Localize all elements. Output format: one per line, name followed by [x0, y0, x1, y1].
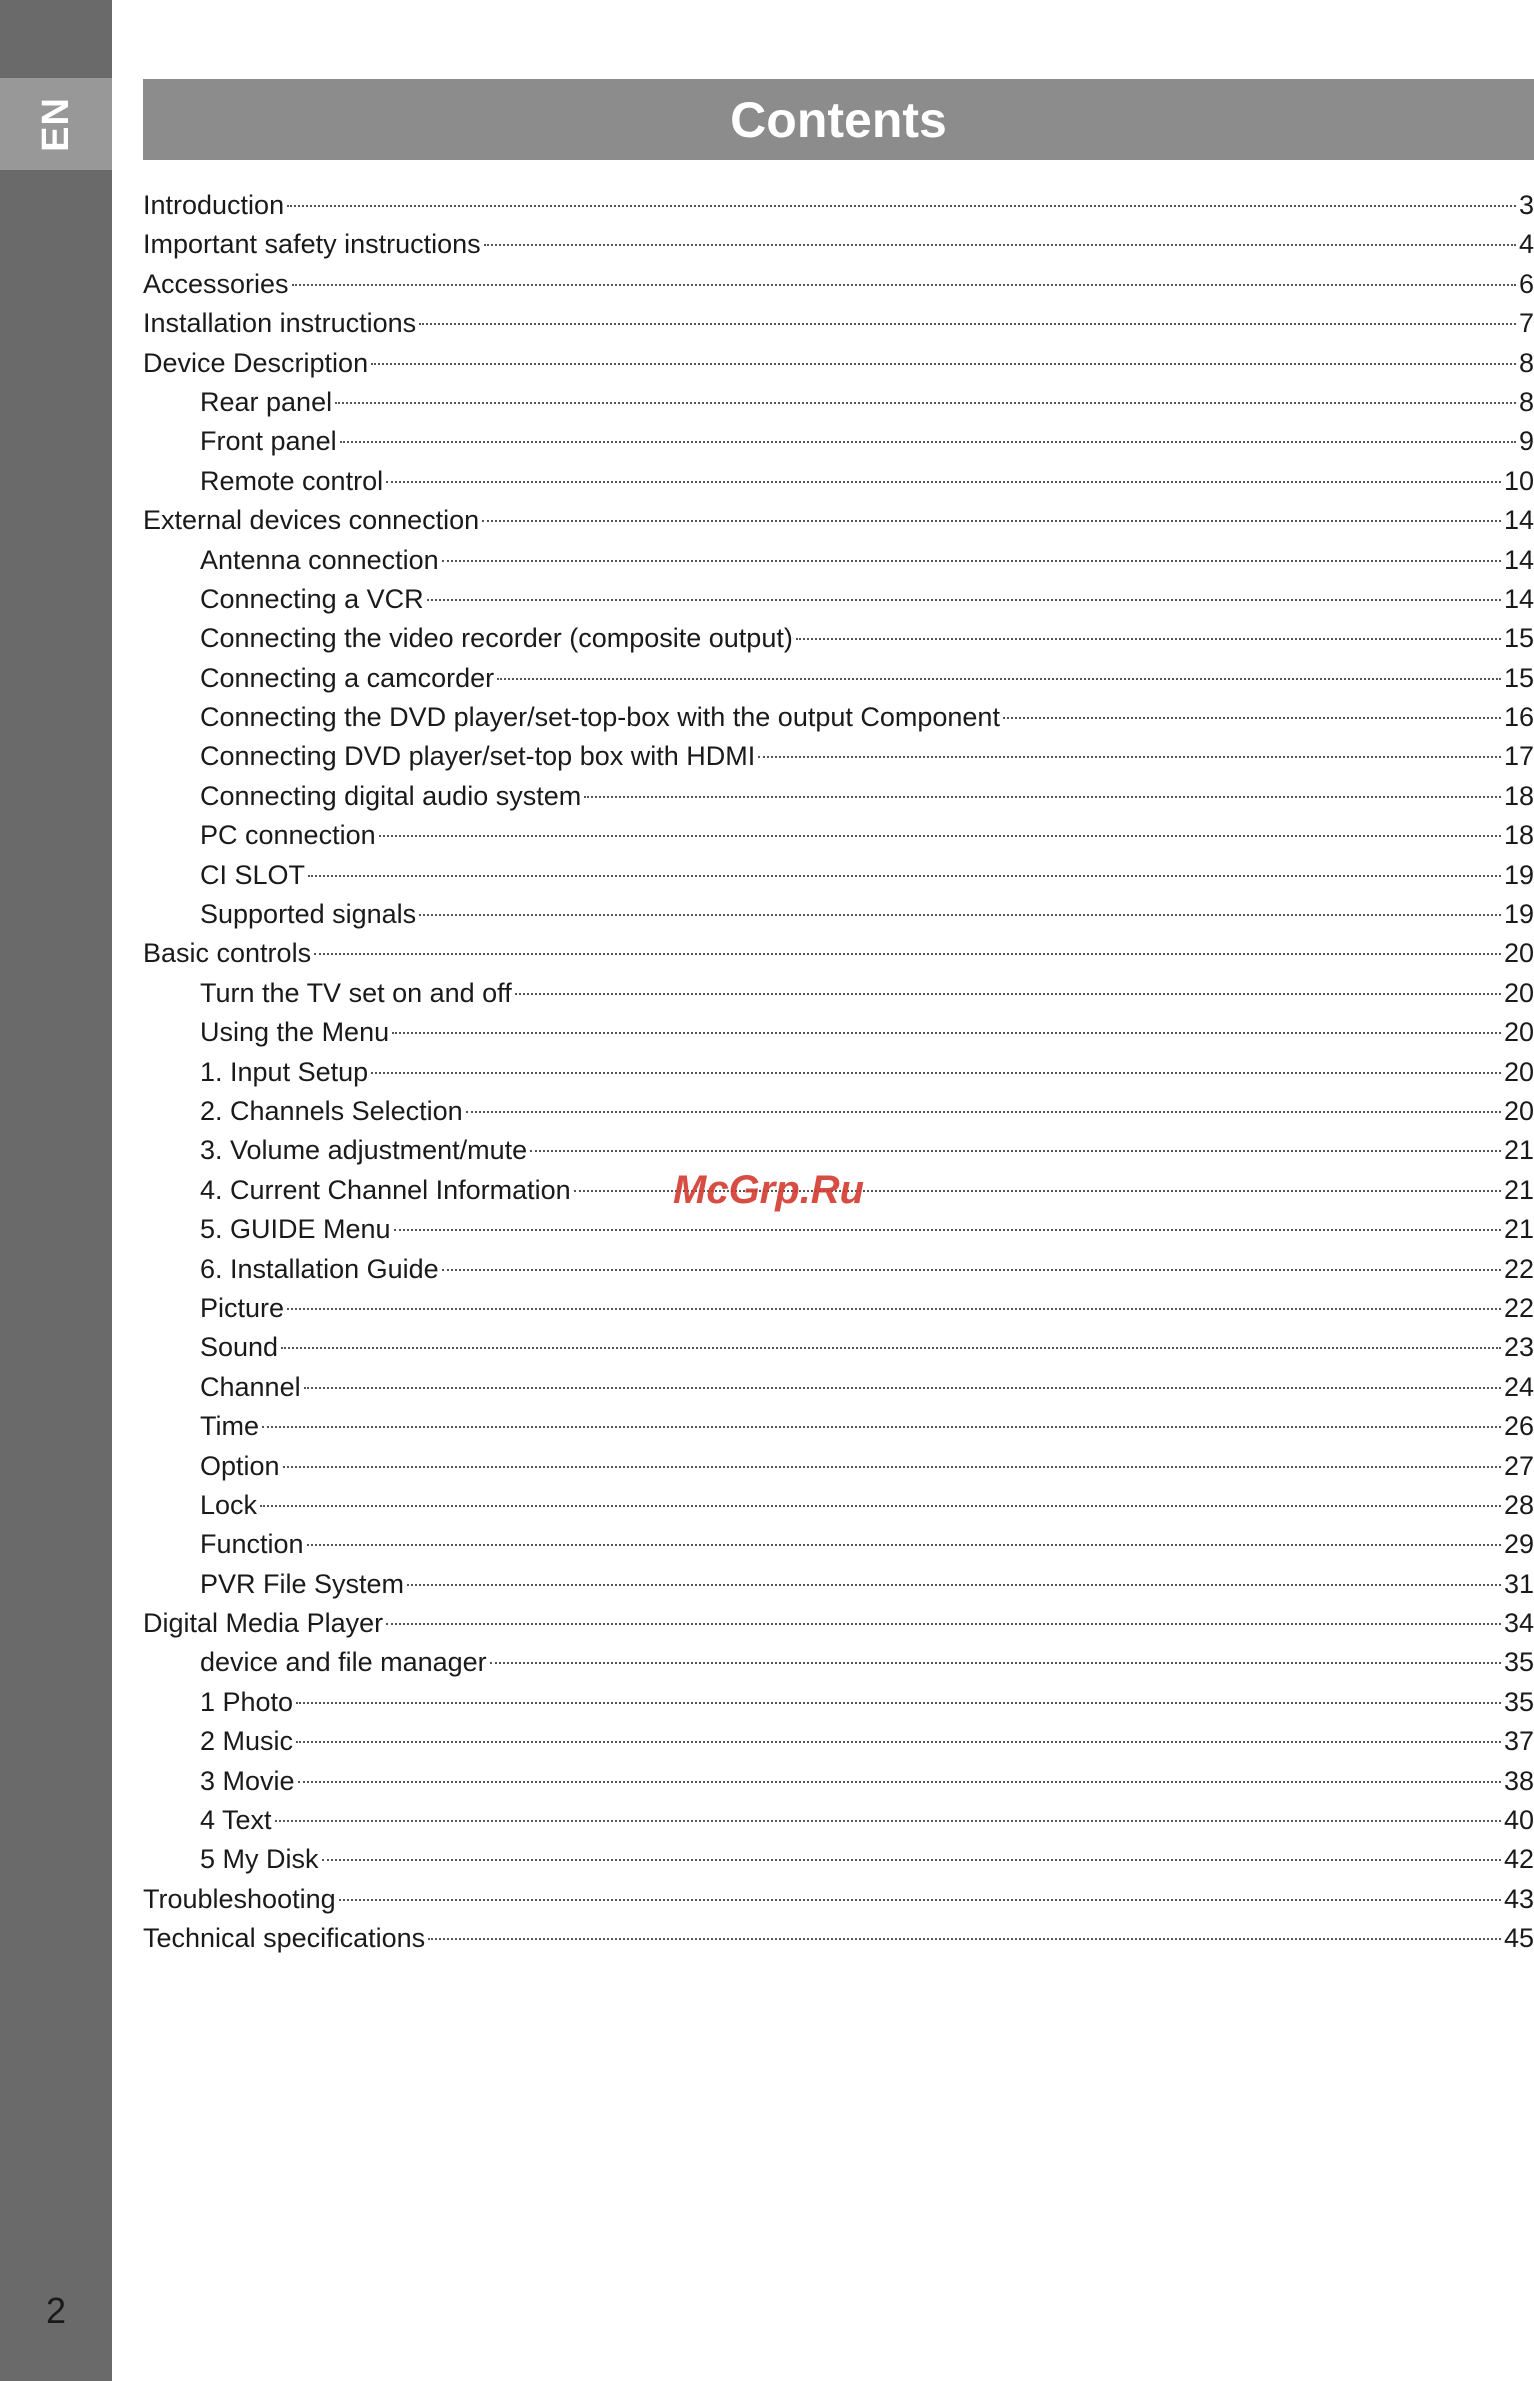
toc-entry[interactable]: [143, 1880, 1534, 1919]
toc-entry[interactable]: [143, 304, 1534, 343]
toc-entry-page: 31: [1503, 1568, 1534, 1599]
toc-subentry[interactable]: [143, 698, 1534, 737]
toc-entry-title: Technical specifications: [143, 1923, 426, 1954]
dot-leader: [386, 1623, 1501, 1625]
toc-entry-page: 24: [1503, 1371, 1534, 1402]
toc-subentry[interactable]: [143, 1447, 1534, 1486]
toc-subentry[interactable]: [143, 895, 1534, 934]
toc-entry-title: Front panel: [200, 426, 337, 457]
toc-subentry[interactable]: [143, 974, 1534, 1013]
toc-subentry[interactable]: [143, 1722, 1534, 1761]
toc-subentry[interactable]: [143, 1013, 1534, 1052]
dot-leader: [419, 914, 1501, 916]
toc-entry-title: Remote control: [200, 465, 384, 496]
toc-entry-title: Connecting digital audio system: [200, 780, 582, 811]
toc-entry-page: 23: [1503, 1332, 1534, 1363]
toc-entry-page: 27: [1503, 1450, 1534, 1481]
table-of-contents: [143, 186, 1534, 1959]
toc-entry-page: 17: [1503, 741, 1534, 772]
dot-leader: [515, 993, 1501, 995]
dot-leader: [392, 1032, 1501, 1034]
dot-leader: [484, 244, 1516, 246]
toc-entry-page: 18: [1503, 820, 1534, 851]
dot-leader: [796, 638, 1501, 640]
dot-leader: [490, 1662, 1501, 1664]
toc-subentry[interactable]: [143, 1092, 1534, 1131]
toc-entry-title: Option: [200, 1450, 280, 1481]
toc-entry-title: Picture: [200, 1292, 285, 1323]
toc-entry-page: 6: [1518, 268, 1534, 299]
toc-entry-page: 20: [1503, 977, 1534, 1008]
toc-entry-page: 14: [1503, 505, 1534, 536]
dot-leader: [335, 402, 1516, 404]
toc-subentry[interactable]: [143, 1210, 1534, 1249]
toc-entry-page: 22: [1503, 1253, 1534, 1284]
toc-entry-page: 29: [1503, 1529, 1534, 1560]
dot-leader: [307, 1544, 1501, 1546]
toc-subentry[interactable]: [143, 1840, 1534, 1879]
dot-leader: [371, 363, 1516, 365]
page-title: Contents: [730, 91, 947, 148]
dot-leader: [482, 520, 1501, 522]
toc-entry-title: Basic controls: [143, 938, 312, 969]
toc-subentry[interactable]: [143, 422, 1534, 461]
toc-entry[interactable]: [143, 1919, 1534, 1958]
toc-entry[interactable]: [143, 501, 1534, 540]
toc-entry-title: Important safety instructions: [143, 229, 481, 260]
toc-entry-title: 5 My Disk: [200, 1844, 319, 1875]
toc-entry-page: 16: [1503, 702, 1534, 733]
toc-entry-page: 40: [1503, 1805, 1534, 1836]
toc-entry-title: Connecting a VCR: [200, 583, 424, 614]
toc-entry-title: Channel: [200, 1371, 301, 1402]
toc-entry-page: 14: [1503, 544, 1534, 575]
dot-leader: [419, 323, 1516, 325]
toc-entry-page: 4: [1518, 229, 1534, 260]
toc-subentry[interactable]: [143, 856, 1534, 895]
toc-entry-page: 15: [1503, 623, 1534, 654]
toc-entry-title: device and file manager: [200, 1647, 487, 1678]
toc-subentry[interactable]: [143, 1407, 1534, 1446]
toc-subentry[interactable]: [143, 777, 1534, 816]
page-number: 2: [45, 2290, 67, 2331]
toc-entry-page: 19: [1503, 859, 1534, 890]
toc-entry-page: 7: [1518, 308, 1534, 339]
toc-entry-page: 42: [1503, 1844, 1534, 1875]
dot-leader: [287, 205, 1516, 207]
toc-subentry[interactable]: [143, 1683, 1534, 1722]
toc-entry-page: 10: [1503, 465, 1534, 496]
toc-subentry[interactable]: [143, 541, 1534, 580]
toc-subentry[interactable]: [143, 1053, 1534, 1092]
dot-leader: [281, 1347, 1501, 1349]
toc-entry-title: 1 Photo: [200, 1686, 294, 1717]
toc-subentry[interactable]: [143, 1368, 1534, 1407]
dot-leader: [283, 1466, 1501, 1468]
toc-entry-page: 45: [1503, 1923, 1534, 1954]
toc-entry[interactable]: [143, 344, 1534, 383]
dot-leader: [314, 953, 1501, 955]
toc-entry-page: 21: [1503, 1174, 1534, 1205]
dot-leader: [298, 1781, 1501, 1783]
dot-leader: [308, 875, 1501, 877]
dot-leader: [442, 1269, 1501, 1271]
toc-entry-title: PVR File System: [200, 1568, 405, 1599]
dot-leader: [339, 1899, 1501, 1901]
dot-leader: [262, 1426, 1501, 1428]
toc-subentry[interactable]: [143, 1643, 1534, 1682]
toc-entry-page: 20: [1503, 1095, 1534, 1126]
toc-entry-title: Rear panel: [200, 386, 333, 417]
dot-leader: [371, 1072, 1501, 1074]
toc-entry[interactable]: [143, 934, 1534, 973]
toc-entry-page: 19: [1503, 899, 1534, 930]
dot-leader: [322, 1859, 1501, 1861]
toc-entry[interactable]: [143, 186, 1534, 225]
toc-entry-title: 5. GUIDE Menu: [200, 1214, 391, 1245]
toc-entry-title: 3 Movie: [200, 1765, 295, 1796]
dot-leader: [530, 1150, 1501, 1152]
toc-entry-page: 8: [1518, 386, 1534, 417]
toc-entry-title: 4 Text: [200, 1805, 272, 1836]
toc-entry-title: External devices connection: [143, 505, 480, 536]
toc-entry-title: Antenna connection: [200, 544, 439, 575]
dot-leader: [304, 1387, 1501, 1389]
dot-leader: [427, 599, 1501, 601]
dot-leader: [275, 1820, 1501, 1822]
toc-entry-page: 37: [1503, 1726, 1534, 1757]
sidebar: [0, 0, 112, 2381]
dot-leader: [394, 1229, 1501, 1231]
toc-subentry[interactable]: [143, 1250, 1534, 1289]
toc-subentry[interactable]: [143, 1565, 1534, 1604]
toc-entry-title: Connecting the DVD player/set-top-box with the output Component: [200, 702, 1000, 733]
toc-entry-page: 20: [1503, 1056, 1534, 1087]
toc-subentry[interactable]: [143, 1328, 1534, 1367]
toc-subentry[interactable]: [143, 1525, 1534, 1564]
toc-entry-title: Sound: [200, 1332, 279, 1363]
language-tab: [0, 78, 112, 170]
toc-entry-page: 20: [1503, 1017, 1534, 1048]
toc-entry-title: Accessories: [143, 268, 289, 299]
dot-leader: [296, 1702, 1501, 1704]
dot-leader: [292, 284, 1516, 286]
toc-entry[interactable]: [143, 225, 1534, 264]
toc-entry-title: CI SLOT: [200, 859, 306, 890]
toc-entry-title: PC connection: [200, 820, 376, 851]
toc-subentry[interactable]: [143, 816, 1534, 855]
toc-entry-page: 43: [1503, 1883, 1534, 1914]
toc-entry-title: Time: [200, 1411, 259, 1442]
toc-entry-page: 3: [1518, 190, 1534, 220]
toc-entry-title: Introduction: [143, 190, 285, 220]
toc-subentry[interactable]: [143, 619, 1534, 658]
toc-entry-page: 15: [1503, 662, 1534, 693]
dot-leader: [296, 1741, 1501, 1743]
dot-leader: [758, 756, 1501, 758]
toc-subentry[interactable]: [143, 1131, 1534, 1170]
dot-leader: [1003, 717, 1501, 719]
toc-entry-title: Digital Media Player: [143, 1608, 384, 1639]
dot-leader: [497, 678, 1501, 680]
toc-entry-page: 38: [1503, 1765, 1534, 1796]
toc-subentry[interactable]: [143, 659, 1534, 698]
toc-entry-page: 34: [1503, 1608, 1534, 1639]
dot-leader: [442, 560, 1501, 562]
toc-entry-title: 6. Installation Guide: [200, 1253, 439, 1284]
toc-entry-page: 28: [1503, 1489, 1534, 1520]
dot-leader: [287, 1308, 1501, 1310]
toc-entry-title: Using the Menu: [200, 1017, 390, 1048]
watermark: McGrp.Ru: [673, 1168, 865, 1212]
toc-entry[interactable]: [143, 1604, 1534, 1643]
toc-subentry[interactable]: [143, 1289, 1534, 1328]
dot-leader: [386, 481, 1501, 483]
toc-entry-title: 1. Input Setup: [200, 1056, 369, 1087]
dot-leader: [466, 1111, 1501, 1113]
toc-entry-page: 26: [1503, 1411, 1534, 1442]
toc-entry-title: Turn the TV set on and off: [200, 977, 512, 1008]
dot-leader: [584, 796, 1501, 798]
toc-entry-title: Device Description: [143, 347, 369, 378]
toc-entry-title: Connecting the video recorder (composite output): [200, 623, 793, 654]
toc-entry-page: 35: [1503, 1647, 1534, 1678]
toc-entry-title: 3. Volume adjustment/mute: [200, 1135, 528, 1166]
toc-entry[interactable]: [143, 265, 1534, 304]
toc-subentry[interactable]: [143, 1801, 1534, 1840]
language-label: EN: [34, 96, 77, 152]
dot-leader: [260, 1505, 1501, 1507]
toc-subentry[interactable]: [143, 1762, 1534, 1801]
toc-entry-page: 18: [1503, 780, 1534, 811]
toc-entry-title: 2. Channels Selection: [200, 1095, 463, 1126]
toc-entry-title: Function: [200, 1529, 304, 1560]
toc-subentry[interactable]: [143, 737, 1534, 776]
toc-entry-page: 14: [1503, 583, 1534, 614]
toc-entry-title: Installation instructions: [143, 308, 417, 339]
toc-entry-title: Troubleshooting: [143, 1883, 336, 1914]
toc-subentry[interactable]: [143, 580, 1534, 619]
toc-entry-page: 22: [1503, 1292, 1534, 1323]
contents-header: [143, 79, 1534, 160]
dot-leader: [428, 1938, 1501, 1940]
toc-subentry[interactable]: [143, 1486, 1534, 1525]
dot-leader: [407, 1584, 1501, 1586]
toc-entry-title: Connecting DVD player/set-top box with HDMI: [200, 741, 756, 772]
toc-entry-title: Lock: [200, 1489, 258, 1520]
dot-leader: [340, 441, 1516, 443]
toc-subentry[interactable]: [143, 383, 1534, 422]
toc-entry-title: 4. Current Channel Information: [200, 1174, 571, 1205]
toc-entry-page: 9: [1518, 426, 1534, 457]
toc-entry-page: 8: [1518, 347, 1534, 378]
toc-entry-title: 2 Music: [200, 1726, 294, 1757]
toc-subentry[interactable]: [143, 462, 1534, 501]
toc-entry-page: 35: [1503, 1686, 1534, 1717]
dot-leader: [379, 835, 1501, 837]
toc-entry-page: 21: [1503, 1214, 1534, 1245]
toc-entry-page: 20: [1503, 938, 1534, 969]
toc-entry-page: 21: [1503, 1135, 1534, 1166]
toc-entry-title: Connecting a camcorder: [200, 662, 495, 693]
toc-entry-title: Supported signals: [200, 899, 417, 930]
